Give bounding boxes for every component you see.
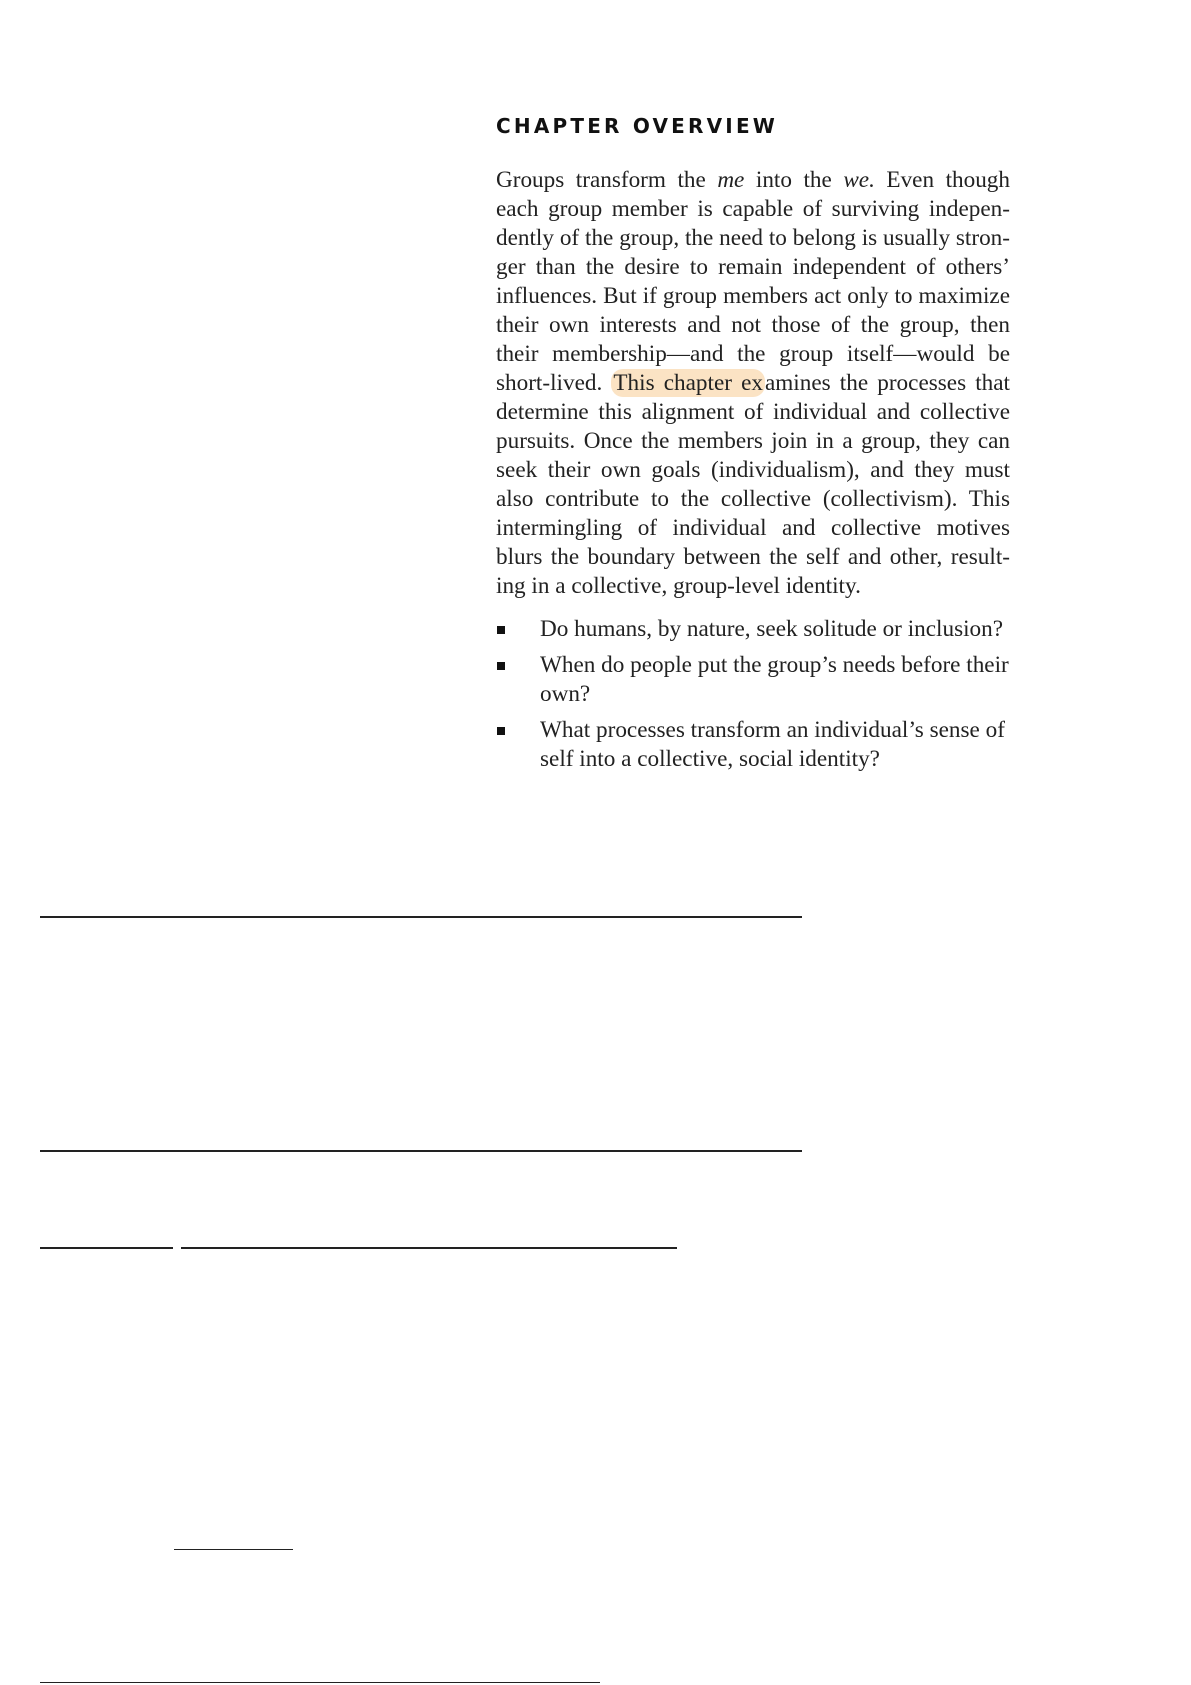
emphasis-me: me — [717, 167, 745, 193]
horizontal-rule — [181, 1247, 677, 1249]
overview-text-2: into the — [744, 167, 844, 193]
list-item — [496, 615, 1010, 644]
list-item — [496, 716, 1010, 774]
square-bullet-icon — [497, 626, 505, 634]
overview-text-1: Groups transform the — [496, 167, 718, 193]
horizontal-rule-short — [40, 1247, 173, 1249]
emphasis-we: we. — [843, 167, 875, 193]
horizontal-rule — [40, 916, 802, 918]
list-item — [496, 651, 1010, 709]
question-text: Do humans, by nature, seek solitude or inclusion? — [540, 616, 1004, 642]
section-heading: CHAPTER OVERVIEW — [496, 114, 779, 138]
highlighted-text[interactable]: This chapter ex — [613, 370, 763, 396]
question-text: When do people put the group’s needs before their own? — [540, 652, 1009, 707]
overview-paragraph — [496, 166, 1010, 601]
question-text: What processes transform an individual’s sense of self into a collective, social identity? — [540, 717, 1005, 772]
square-bullet-icon — [497, 662, 505, 670]
square-bullet-icon — [497, 727, 505, 735]
overview-text-3: Even though each group member is capable of surviving indepen-dently of the group, the need to belong is usually stron-ger than the desire to remain independent of others’ influences. But if group members act only to maximize their own interests and not those of the group, then their membership—and the group itself—would be short-lived. — [496, 167, 1010, 396]
horizontal-rule — [40, 1150, 802, 1152]
bottom-rule — [40, 1682, 600, 1683]
footnote-rule — [174, 1549, 293, 1550]
question-list — [496, 615, 1010, 781]
overview-text-4: amines the processes that determine this alignment of individual and collective pursuits. Once the members join in a group, they can seek their own goals (individualism), and they must also contribute to the collective (collectivism). This intermingling of individual and collective motives blurs the boundary between the self and other, result-ing in a collective, group-level identity. — [496, 370, 1010, 599]
